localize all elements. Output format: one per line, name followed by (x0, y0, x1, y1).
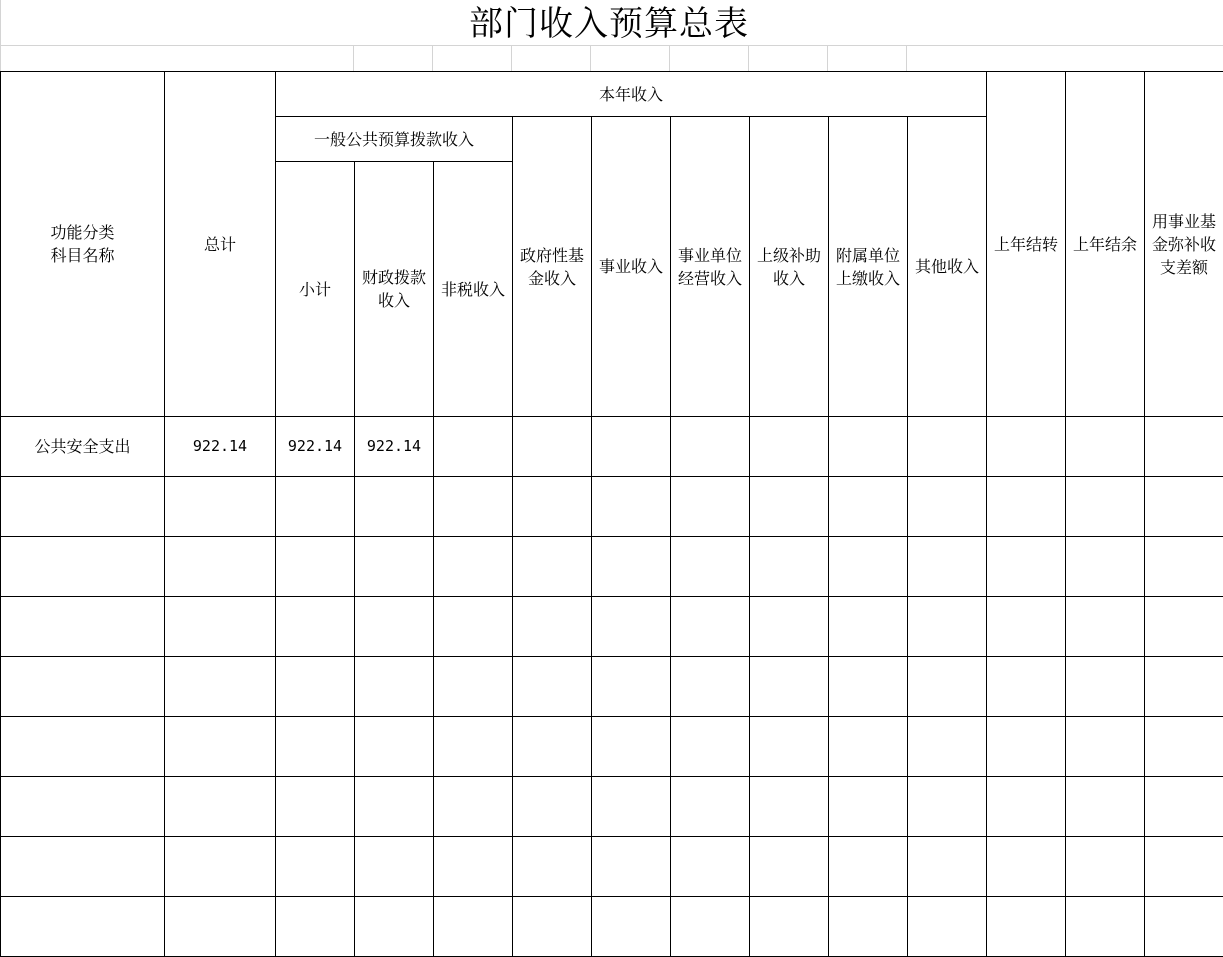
page-title: 部门收入预算总表 (469, 4, 749, 44)
budget-table (0, 71, 1223, 957)
cell-other-income (908, 837, 987, 897)
header-other-income: 其他收入 (908, 117, 987, 417)
cell-total (165, 657, 276, 717)
cell-name (1, 837, 165, 897)
cell-last-year-carryover (987, 777, 1066, 837)
cell-fund-deficit-offset (1145, 417, 1223, 477)
cell-affiliated-payment (829, 837, 908, 897)
cell-name (1, 717, 165, 777)
cell-non-tax-income (434, 657, 513, 717)
header-operating-income: 事业单位 经营收入 (671, 117, 750, 417)
header-fiscal-appropriation: 财政拨款 收入 (355, 162, 434, 417)
spacer-gridline (432, 46, 433, 71)
cell-affiliated-payment (829, 597, 908, 657)
cell-operating-income (671, 777, 750, 837)
cell-superior-subsidy (750, 657, 829, 717)
cell-superior-subsidy (750, 777, 829, 837)
cell-last-year-surplus (1066, 537, 1145, 597)
cell-fiscal-appropriation (355, 777, 434, 837)
cell-last-year-carryover (987, 477, 1066, 537)
cell-subtotal (276, 837, 355, 897)
cell-gov-fund-income (513, 897, 592, 957)
cell-other-income (908, 477, 987, 537)
cell-superior-subsidy (750, 477, 829, 537)
cell-gov-fund-income (513, 537, 592, 597)
cell-business-income (592, 717, 671, 777)
cell-subtotal (276, 777, 355, 837)
header-fund-deficit-offset: 用事业基 金弥补收 支差额 (1145, 72, 1223, 417)
spacer-gridline (511, 46, 512, 71)
cell-superior-subsidy (750, 897, 829, 957)
header-last-year-surplus: 上年结余 (1066, 72, 1145, 417)
cell-subtotal (276, 597, 355, 657)
cell-superior-subsidy (750, 417, 829, 477)
spacer-gridline (906, 46, 907, 71)
cell-non-tax-income (434, 537, 513, 597)
cell-subtotal (276, 477, 355, 537)
cell-gov-fund-income (513, 477, 592, 537)
cell-last-year-carryover (987, 657, 1066, 717)
cell-subtotal (276, 897, 355, 957)
cell-fiscal-appropriation (355, 837, 434, 897)
cell-gov-fund-income (513, 777, 592, 837)
cell-business-income (592, 657, 671, 717)
cell-fiscal-appropriation (355, 657, 434, 717)
cell-fund-deficit-offset (1145, 717, 1223, 777)
spacer-gridline (669, 46, 670, 71)
cell-fiscal-appropriation: 922.14 (355, 417, 434, 477)
cell-other-income (908, 897, 987, 957)
cell-fiscal-appropriation (355, 897, 434, 957)
header-subtotal: 小计 (276, 162, 355, 417)
cell-last-year-surplus (1066, 837, 1145, 897)
cell-other-income (908, 417, 987, 477)
cell-name (1, 537, 165, 597)
cell-subtotal (276, 717, 355, 777)
cell-gov-fund-income (513, 657, 592, 717)
cell-other-income (908, 717, 987, 777)
cell-fund-deficit-offset (1145, 657, 1223, 717)
title-row (0, 0, 1223, 46)
header-row-1 (1, 72, 1223, 117)
cell-gov-fund-income (513, 837, 592, 897)
cell-fund-deficit-offset (1145, 837, 1223, 897)
cell-name (1, 897, 165, 957)
cell-fund-deficit-offset (1145, 597, 1223, 657)
cell-total (165, 777, 276, 837)
table-row (1, 837, 1223, 897)
table-row (1, 657, 1223, 717)
table-row (1, 777, 1223, 837)
cell-superior-subsidy (750, 537, 829, 597)
table-row (1, 897, 1223, 957)
cell-non-tax-income (434, 837, 513, 897)
cell-last-year-surplus (1066, 897, 1145, 957)
cell-other-income (908, 777, 987, 837)
cell-last-year-surplus (1066, 597, 1145, 657)
cell-total: 922.14 (165, 417, 276, 477)
cell-name: 公共安全支出 (1, 417, 165, 477)
cell-business-income (592, 777, 671, 837)
spacer-gridline (827, 46, 828, 71)
cell-fund-deficit-offset (1145, 777, 1223, 837)
table-row (1, 717, 1223, 777)
cell-non-tax-income (434, 477, 513, 537)
cell-last-year-carryover (987, 417, 1066, 477)
cell-other-income (908, 657, 987, 717)
cell-other-income (908, 537, 987, 597)
cell-name (1, 597, 165, 657)
header-total: 总计 (165, 72, 276, 417)
cell-operating-income (671, 717, 750, 777)
cell-superior-subsidy (750, 837, 829, 897)
cell-total (165, 837, 276, 897)
cell-operating-income (671, 537, 750, 597)
cell-affiliated-payment (829, 717, 908, 777)
header-affiliated-payment: 附属单位 上缴收入 (829, 117, 908, 417)
cell-total (165, 537, 276, 597)
header-non-tax-income: 非税收入 (434, 162, 513, 417)
cell-fund-deficit-offset (1145, 897, 1223, 957)
cell-affiliated-payment (829, 657, 908, 717)
cell-total (165, 897, 276, 957)
cell-superior-subsidy (750, 597, 829, 657)
cell-affiliated-payment (829, 417, 908, 477)
header-superior-subsidy: 上级补助 收入 (750, 117, 829, 417)
cell-non-tax-income (434, 777, 513, 837)
cell-name (1, 477, 165, 537)
cell-other-income (908, 597, 987, 657)
cell-last-year-surplus (1066, 477, 1145, 537)
cell-operating-income (671, 837, 750, 897)
header-function-class: 功能分类 科目名称 (1, 72, 165, 417)
cell-business-income (592, 537, 671, 597)
cell-business-income (592, 597, 671, 657)
table-row (1, 597, 1223, 657)
cell-fiscal-appropriation (355, 717, 434, 777)
cell-subtotal (276, 537, 355, 597)
cell-last-year-surplus (1066, 417, 1145, 477)
cell-gov-fund-income (513, 597, 592, 657)
cell-last-year-surplus (1066, 657, 1145, 717)
cell-non-tax-income (434, 417, 513, 477)
cell-business-income (592, 417, 671, 477)
cell-total (165, 717, 276, 777)
cell-last-year-carryover (987, 537, 1066, 597)
cell-business-income (592, 897, 671, 957)
cell-superior-subsidy (750, 717, 829, 777)
header-current-year-income: 本年收入 (276, 72, 987, 117)
cell-non-tax-income (434, 717, 513, 777)
cell-affiliated-payment (829, 477, 908, 537)
table-row (1, 417, 1223, 477)
cell-fund-deficit-offset (1145, 537, 1223, 597)
cell-gov-fund-income (513, 417, 592, 477)
cell-fiscal-appropriation (355, 537, 434, 597)
cell-total (165, 477, 276, 537)
cell-name (1, 657, 165, 717)
cell-name (1, 777, 165, 837)
cell-last-year-carryover (987, 897, 1066, 957)
cell-operating-income (671, 477, 750, 537)
header-last-year-carryover: 上年结转 (987, 72, 1066, 417)
cell-operating-income (671, 657, 750, 717)
cell-fund-deficit-offset (1145, 477, 1223, 537)
cell-business-income (592, 837, 671, 897)
cell-fiscal-appropriation (355, 477, 434, 537)
cell-gov-fund-income (513, 717, 592, 777)
cell-affiliated-payment (829, 897, 908, 957)
cell-last-year-carryover (987, 837, 1066, 897)
cell-operating-income (671, 417, 750, 477)
cell-last-year-surplus (1066, 777, 1145, 837)
cell-subtotal (276, 657, 355, 717)
cell-last-year-carryover (987, 717, 1066, 777)
table-row (1, 537, 1223, 597)
header-gov-fund-income: 政府性基 金收入 (513, 117, 592, 417)
cell-operating-income (671, 897, 750, 957)
cell-fiscal-appropriation (355, 597, 434, 657)
cell-affiliated-payment (829, 537, 908, 597)
spacer-gridline (590, 46, 591, 71)
spacer-gridline (748, 46, 749, 71)
cell-non-tax-income (434, 597, 513, 657)
cell-business-income (592, 477, 671, 537)
cell-subtotal: 922.14 (276, 417, 355, 477)
cell-operating-income (671, 597, 750, 657)
header-general-budget-group: 一般公共预算拨款收入 (276, 117, 513, 162)
header-business-income: 事业收入 (592, 117, 671, 417)
spacer-gridline (353, 46, 354, 71)
cell-affiliated-payment (829, 777, 908, 837)
cell-non-tax-income (434, 897, 513, 957)
cell-total (165, 597, 276, 657)
table-row (1, 477, 1223, 537)
cell-last-year-surplus (1066, 717, 1145, 777)
cell-last-year-carryover (987, 597, 1066, 657)
